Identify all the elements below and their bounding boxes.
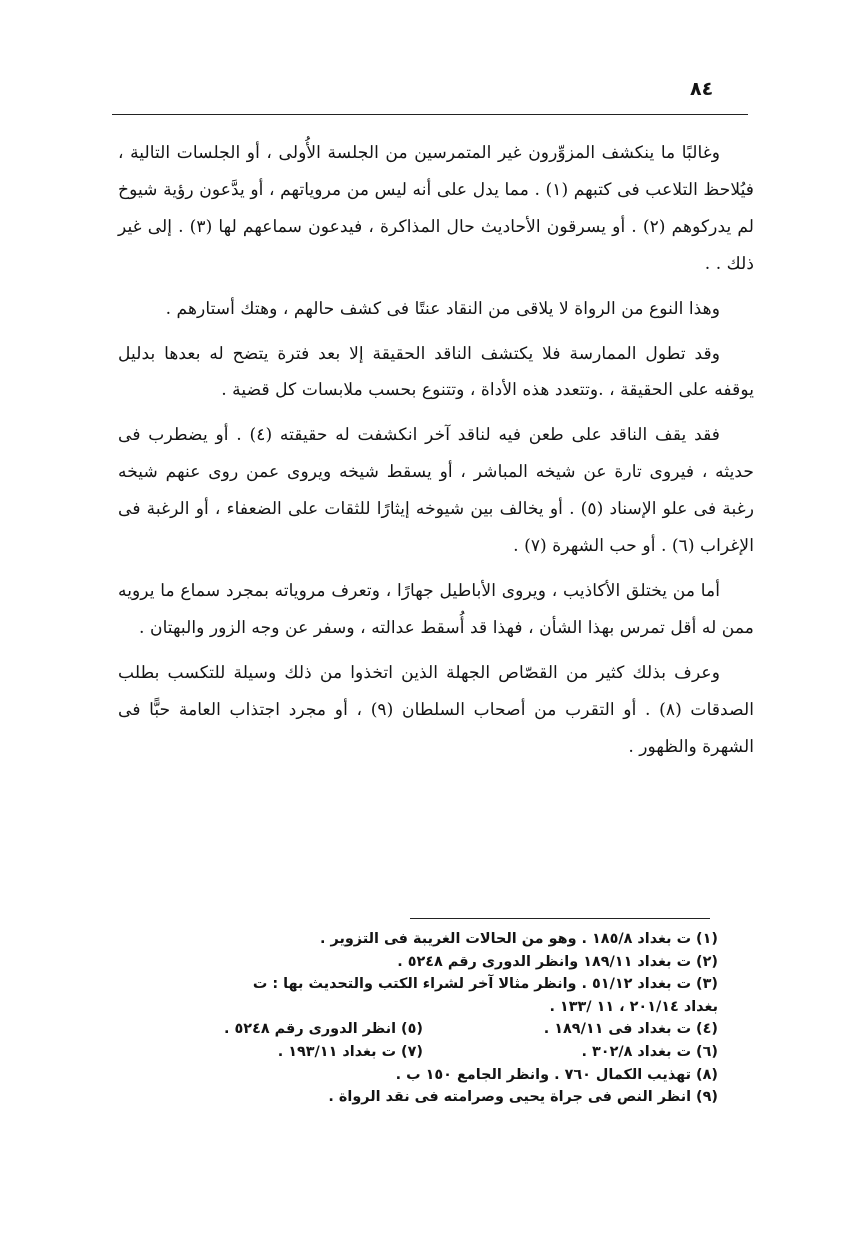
paragraph-5: أما من يختلق الأكاذيب ، ويروى الأباطيل جهارًا ، وتعرف مروياته بمجرد سماع ما يرويه ممن له أقل تمرس بهذا الشأن ، فهذا قد أُسقط عدالته ، وسفر عن وجه الزور والبهتان . bbox=[118, 580, 754, 638]
header-rule bbox=[112, 114, 748, 115]
footnote-2: (٢) ت بغداد ١٨٩/١١ وانظر الدورى رقم ٥٢٤٨ . bbox=[397, 953, 718, 970]
footnotes bbox=[128, 928, 718, 1109]
footnote-8: (٨) تهذيب الكمال ٧٦٠ . وانظر الجامع ١٥٠ ب . bbox=[395, 1066, 718, 1083]
footnote-1: (١) ت بغداد ١٨٥/٨ . وهو من الحالات الغريبة فى التزوير . bbox=[320, 931, 718, 947]
paragraph-3: وقد تطول الممارسة فلا يكتشف الناقد الحقيقة إلا بعد فترة يتضح له بعدها بدليل يوقفه على الحقيقة ، .وتتعدد هذه الأداة ، وتتنوع بحسب ملابسات كل قضية . bbox=[118, 343, 754, 401]
footnote-4: (٤) ت بغداد فى ١٨٩/١١ . bbox=[543, 1021, 718, 1038]
footnote-3: (٣) ت بغداد ٥١/١٢ . وانظر مثالا آخر لشراء الكتب والتحديث بها : ت bbox=[252, 976, 718, 993]
main-text bbox=[118, 135, 754, 766]
page-number: ٨٤ bbox=[690, 78, 714, 100]
paragraph-4: فقد يقف الناقد على طعن فيه لناقد آخر انكشفت له حقيقته (٤) . أو يضطرب فى حديثه ، فيروى تارة عن شيخه المباشر ، أو يسقط شيخه ويروى عمن روى عنهم شيخه رغبة فى علو الإسناد (٥) . أو يخالف بين شيوخه إيثارًا للثقات على الضعفاء ، أو الرغبة فى الإغراب (٦) . أو حب الشهرة (٧) . bbox=[118, 425, 754, 557]
footnote-3-continuation: بغداد ٢٠١/١٤ ، ١١ /١٣٣ . bbox=[549, 998, 718, 1015]
footnote-6: (٦) ت بغداد ٣٠٢/٨ . bbox=[581, 1043, 718, 1060]
paragraph-6: وعرف بذلك كثير من القصّاص الجهلة الذين اتخذوا من ذلك وسيلة للتكسب بطلب الصدقات (٨) . أو التقرب من أصحاب السلطان (٩) ، أو مجرد اجتذاب العامة حبًّا فى الشهرة والظهور . bbox=[118, 662, 754, 757]
paragraph-1: وغالبًا ما ينكشف المزوِّرون غير المتمرسين من الجلسة الأُولى ، أو الجلسات التالية ، فيُلاحظ التلاعب فى كتبهم (١) . مما يدل على أنه ليس من مروياتهم ، أو يدَّعون رؤية شيوخ لم يدركوهم (٢) . أو يسرقون الأحاديث حال المذاكرة ، فيدعون سماعهم لها (٣) . إلى غير ذلك . . bbox=[118, 143, 754, 274]
paragraph-2: وهذا النوع من الرواة لا يلاقى من النقاد عنتًا فى كشف حالهم ، وهتك أستارهم . bbox=[165, 298, 720, 319]
footnote-7: (٧) ت بغداد ١٩٣/١١ . bbox=[277, 1043, 423, 1060]
footnote-5: (٥) انظر الدورى رقم ٥٢٤٨ . bbox=[224, 1021, 423, 1038]
footnote-row-6-7 bbox=[128, 1041, 718, 1064]
footnote-9: (٩) انظر النص فى جراة يحيى وصرامته فى نقد الرواة . bbox=[328, 1089, 718, 1106]
footnote-rule bbox=[410, 918, 710, 919]
footnote-row-4-5 bbox=[128, 1018, 718, 1041]
